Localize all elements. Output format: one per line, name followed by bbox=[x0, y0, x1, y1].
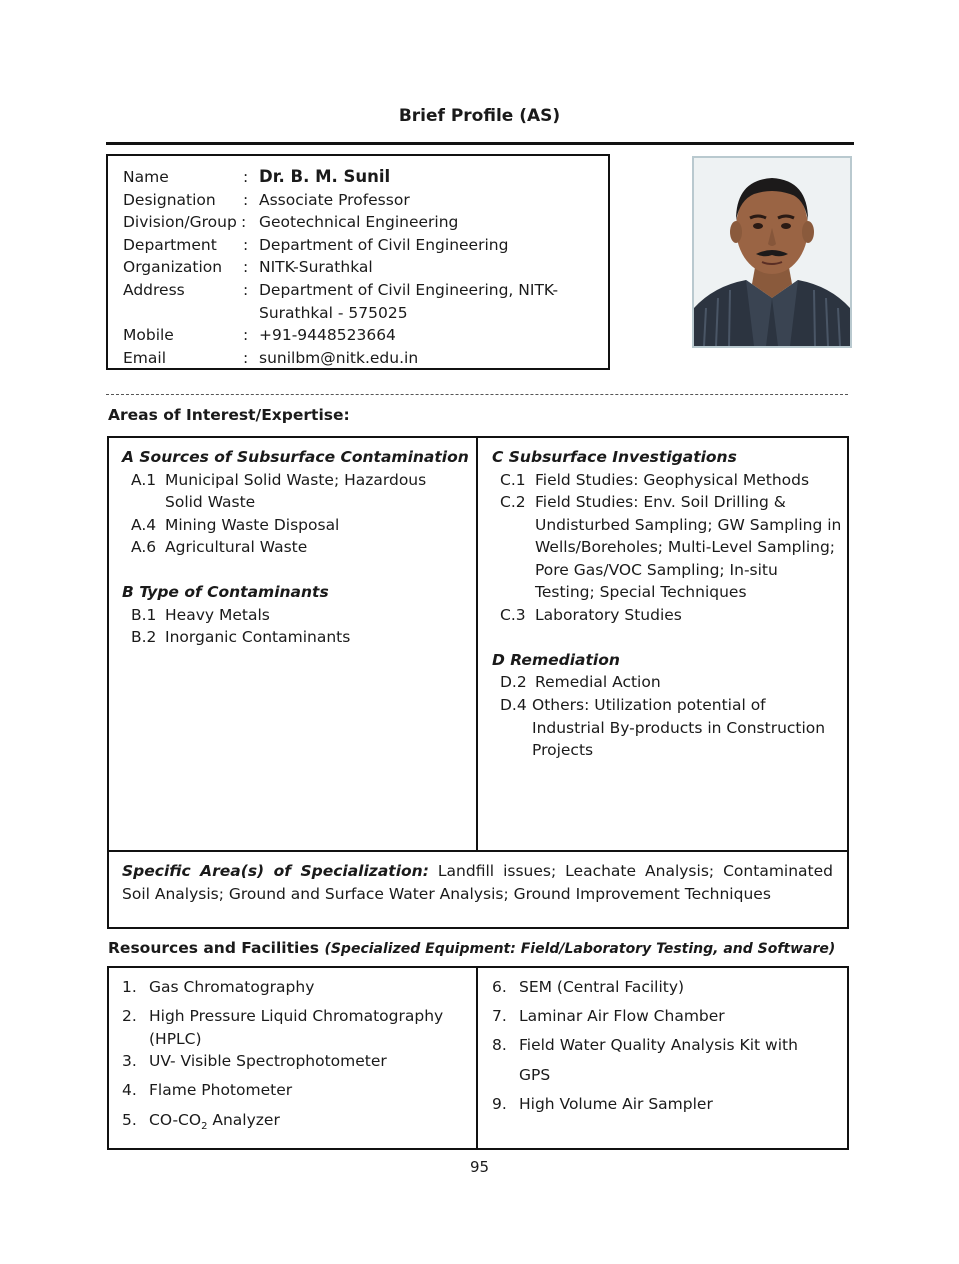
organization-label: Organization bbox=[123, 258, 223, 276]
item-code: A.1 bbox=[131, 471, 157, 489]
item-text: SEM (Central Facility) bbox=[519, 978, 685, 996]
item-code: B.2 bbox=[131, 628, 157, 646]
areas-heading: Areas of Interest/Expertise: bbox=[108, 406, 350, 424]
section-divider bbox=[106, 394, 848, 395]
division-value: Geotechnical Engineering bbox=[259, 213, 459, 231]
category-d-title: D Remediation bbox=[492, 651, 620, 669]
resources-heading-main: Resources and Facilities bbox=[108, 939, 320, 957]
colon: : bbox=[241, 213, 247, 231]
category-a-title: A Sources of Subsurface Contamination bbox=[122, 448, 469, 466]
page-title: Brief Profile (AS) bbox=[398, 106, 561, 126]
item-text: Field Studies: Env. Soil Drilling & bbox=[535, 493, 786, 511]
item-text-continued: (HPLC) bbox=[149, 1030, 202, 1048]
name-label: Name bbox=[123, 168, 169, 186]
item-text: Agricultural Waste bbox=[165, 538, 308, 556]
item-text-continued: Industrial By-products in Construction bbox=[532, 719, 826, 737]
colon: : bbox=[243, 258, 249, 276]
item-text: Others: Utilization potential of bbox=[532, 696, 766, 714]
item-code: C.1 bbox=[500, 471, 526, 489]
item-number: 3. bbox=[122, 1052, 137, 1070]
areas-row-divider bbox=[107, 850, 849, 852]
item-number: 9. bbox=[492, 1095, 507, 1113]
colon: : bbox=[243, 191, 249, 209]
item-code: A.6 bbox=[131, 538, 157, 556]
colon: : bbox=[243, 236, 249, 254]
item-text: Mining Waste Disposal bbox=[165, 516, 340, 534]
name-value: Dr. B. M. Sunil bbox=[259, 167, 391, 186]
email-value: sunilbm@nitk.edu.in bbox=[259, 349, 419, 367]
subscript: 2 bbox=[201, 1121, 208, 1133]
item-text-continued: Testing; Special Techniques bbox=[535, 583, 747, 601]
item-text-post: Analyzer bbox=[207, 1111, 280, 1129]
item-text-continued: Undisturbed Sampling; GW Sampling in bbox=[535, 516, 842, 534]
item-text: Field Studies: Geophysical Methods bbox=[535, 471, 810, 489]
item-number: 5. bbox=[122, 1111, 137, 1129]
item-number: 8. bbox=[492, 1036, 507, 1054]
resources-column-divider bbox=[476, 966, 478, 1150]
designation-value: Associate Professor bbox=[259, 191, 410, 209]
colon: : bbox=[243, 168, 249, 186]
designation-label: Designation bbox=[123, 191, 216, 209]
item-text: Municipal Solid Waste; Hazardous bbox=[165, 471, 427, 489]
mobile-label: Mobile bbox=[123, 326, 174, 344]
item-code: A.4 bbox=[131, 516, 157, 534]
resources-heading-sub: (Specialized Equipment: Field/Laboratory Testing, and Software) bbox=[324, 941, 836, 957]
item-text: Laminar Air Flow Chamber bbox=[519, 1007, 725, 1025]
person-portrait-icon bbox=[694, 158, 850, 346]
item-text: Field Water Quality Analysis Kit with bbox=[519, 1036, 798, 1054]
profile-photo bbox=[692, 156, 852, 348]
email-label: Email bbox=[123, 349, 167, 367]
department-label: Department bbox=[123, 236, 217, 254]
item-number: 2. bbox=[122, 1007, 137, 1025]
item-number: 6. bbox=[492, 978, 507, 996]
item-text-continued: Wells/Boreholes; Multi-Level Sampling; bbox=[535, 538, 836, 556]
item-text: Laboratory Studies bbox=[535, 606, 682, 624]
item-text: Remedial Action bbox=[535, 673, 661, 691]
item-code: B.1 bbox=[131, 606, 157, 624]
item-code: C.3 bbox=[500, 606, 526, 624]
organization-value: NITK-Surathkal bbox=[259, 258, 373, 276]
item-text: UV- Visible Spectrophotometer bbox=[149, 1052, 387, 1070]
item-text: Inorganic Contaminants bbox=[165, 628, 351, 646]
resources-heading bbox=[108, 939, 835, 957]
item-text: Gas Chromatography bbox=[149, 978, 315, 996]
address-line-1: Department of Civil Engineering, NITK- bbox=[259, 281, 559, 299]
page-number: 95 bbox=[469, 1158, 490, 1176]
mobile-value: +91-9448523664 bbox=[259, 326, 396, 344]
item-text bbox=[149, 1109, 280, 1139]
category-b-title: B Type of Contaminants bbox=[122, 583, 329, 601]
item-text: High Volume Air Sampler bbox=[519, 1095, 713, 1113]
item-number: 4. bbox=[122, 1081, 137, 1099]
item-text-continued: Pore Gas/VOC Sampling; In-situ bbox=[535, 561, 778, 579]
title-rule bbox=[106, 142, 854, 145]
item-text-continued: GPS bbox=[519, 1066, 551, 1084]
division-label: Division/Group bbox=[123, 213, 237, 231]
colon: : bbox=[243, 281, 249, 299]
item-code: D.2 bbox=[500, 673, 527, 691]
item-text: High Pressure Liquid Chromatography bbox=[149, 1007, 444, 1025]
address-label: Address bbox=[123, 281, 185, 299]
specialization-text bbox=[122, 860, 833, 905]
item-text: Flame Photometer bbox=[149, 1081, 293, 1099]
item-text-continued: Solid Waste bbox=[165, 493, 256, 511]
department-value: Department of Civil Engineering bbox=[259, 236, 509, 254]
category-c-title: C Subsurface Investigations bbox=[492, 448, 737, 466]
item-code: C.2 bbox=[500, 493, 526, 511]
item-number: 7. bbox=[492, 1007, 507, 1025]
colon: : bbox=[243, 326, 249, 344]
item-number: 1. bbox=[122, 978, 137, 996]
colon: : bbox=[243, 349, 249, 367]
item-text-pre: CO-CO bbox=[149, 1111, 202, 1129]
address-line-2: Surathkal - 575025 bbox=[259, 304, 408, 322]
item-code: D.4 bbox=[500, 696, 527, 714]
profile-info-box bbox=[106, 154, 610, 370]
specialization-lead: Specific Area(s) of Specialization: bbox=[122, 862, 429, 880]
item-text: Heavy Metals bbox=[165, 606, 270, 624]
specialization-body: Landfill issues; Leachate Analysis; Contaminated Soil Analysis; Ground and Surface Water Analysis; Ground Improvement Techniques bbox=[122, 862, 833, 903]
areas-column-divider bbox=[476, 436, 478, 852]
item-text-continued: Projects bbox=[532, 741, 594, 759]
